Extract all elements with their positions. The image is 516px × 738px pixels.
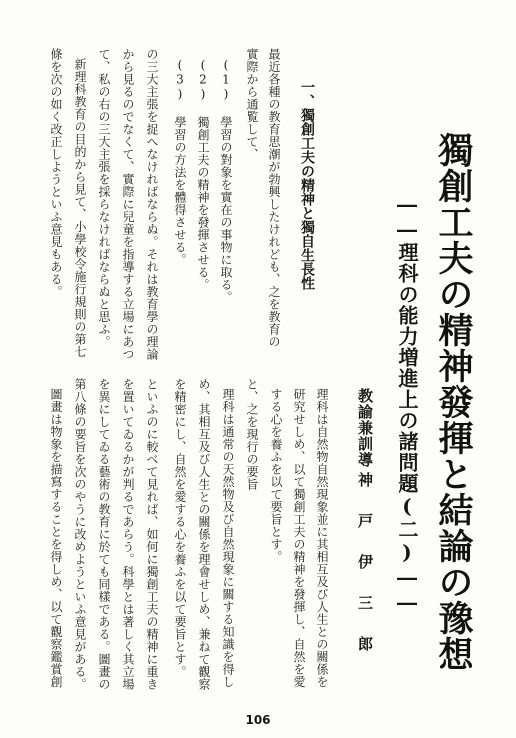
article-title: 獨創工夫の精神發揮と結論の豫想 xyxy=(433,132,474,672)
quote-line: 理科は通常の天然物及び自然現象に關する知識を得し xyxy=(221,388,235,688)
list-item: (3) 學習の方法を體得させる。 xyxy=(173,58,187,266)
article-subtitle: ――理科の能力増進上の諸問題(二)―― xyxy=(395,192,419,615)
quote-line: 研究せしめ、以て獨創工夫の精神を發揮し、自然を愛 xyxy=(292,388,306,688)
upper-paragraph-line: の三大主張を捉へなければならぬ。それは教育學の理論 xyxy=(145,48,159,361)
upper-paragraph-line: 實際から通覧して、 xyxy=(245,48,259,161)
list-item: (2) 獨創工夫の精神を發揮させる。 xyxy=(196,58,210,291)
quote-line: を精密にし、自然を愛する心を養ふを以て要旨とす。 xyxy=(173,378,187,678)
lower-paragraph-line: 圖畫は物象を描寫することを得しめ、以て觀察鑑賞創 xyxy=(49,388,63,688)
quote-line: する心を養ふを以て要旨とす。 xyxy=(269,388,283,563)
lower-paragraph-line: を置いてゐるかが判るであらう。科學とは著しく其立場 xyxy=(121,378,135,691)
upper-paragraph-line: 條を次の如く改正しようといふ意見もある。 xyxy=(49,48,63,298)
section-heading: 一、獨創工夫の精神と獨自生長性 xyxy=(299,80,315,290)
quote-line: め、其相互及び人生との關係を理會せしめ、兼ねて觀察 xyxy=(197,378,211,691)
upper-paragraph-line: 最近各種の教育思潮が勃興したけれども、之を教育の xyxy=(267,48,281,348)
quote-line: 理科は自然物自然現象並に其相互及び人生との關係を xyxy=(315,388,329,688)
lower-paragraph-line: 第八條の要旨を次のやうに改めようといふ意見がある。 xyxy=(73,378,87,691)
lower-paragraph-line: といふのに較べて見れば、如何に獨創工夫の精神に重き xyxy=(145,378,159,691)
lower-paragraph-line: と、之を現行の要旨 xyxy=(245,378,259,491)
upper-paragraph-line: から見るのでなくて、實際に兒童を指導する立場にあつ xyxy=(121,48,135,361)
upper-paragraph-line: 新理科教育の目的から見て、小學校令施行規則の第七 xyxy=(73,58,87,358)
page-number: 106 xyxy=(245,713,271,727)
author-role: 教諭兼訓導 xyxy=(356,388,374,468)
list-item: (1) 學習の對象を實在の事物に取る。 xyxy=(219,58,233,304)
author-name: 神戸伊三郎 xyxy=(356,472,374,677)
lower-paragraph-line: を異にしてゐる藝術の教育に於ても同樣である。圖畫の xyxy=(97,378,111,691)
upper-paragraph-line: て、私の右の三大主張を採らなければならぬと思ふ。 xyxy=(97,48,111,348)
